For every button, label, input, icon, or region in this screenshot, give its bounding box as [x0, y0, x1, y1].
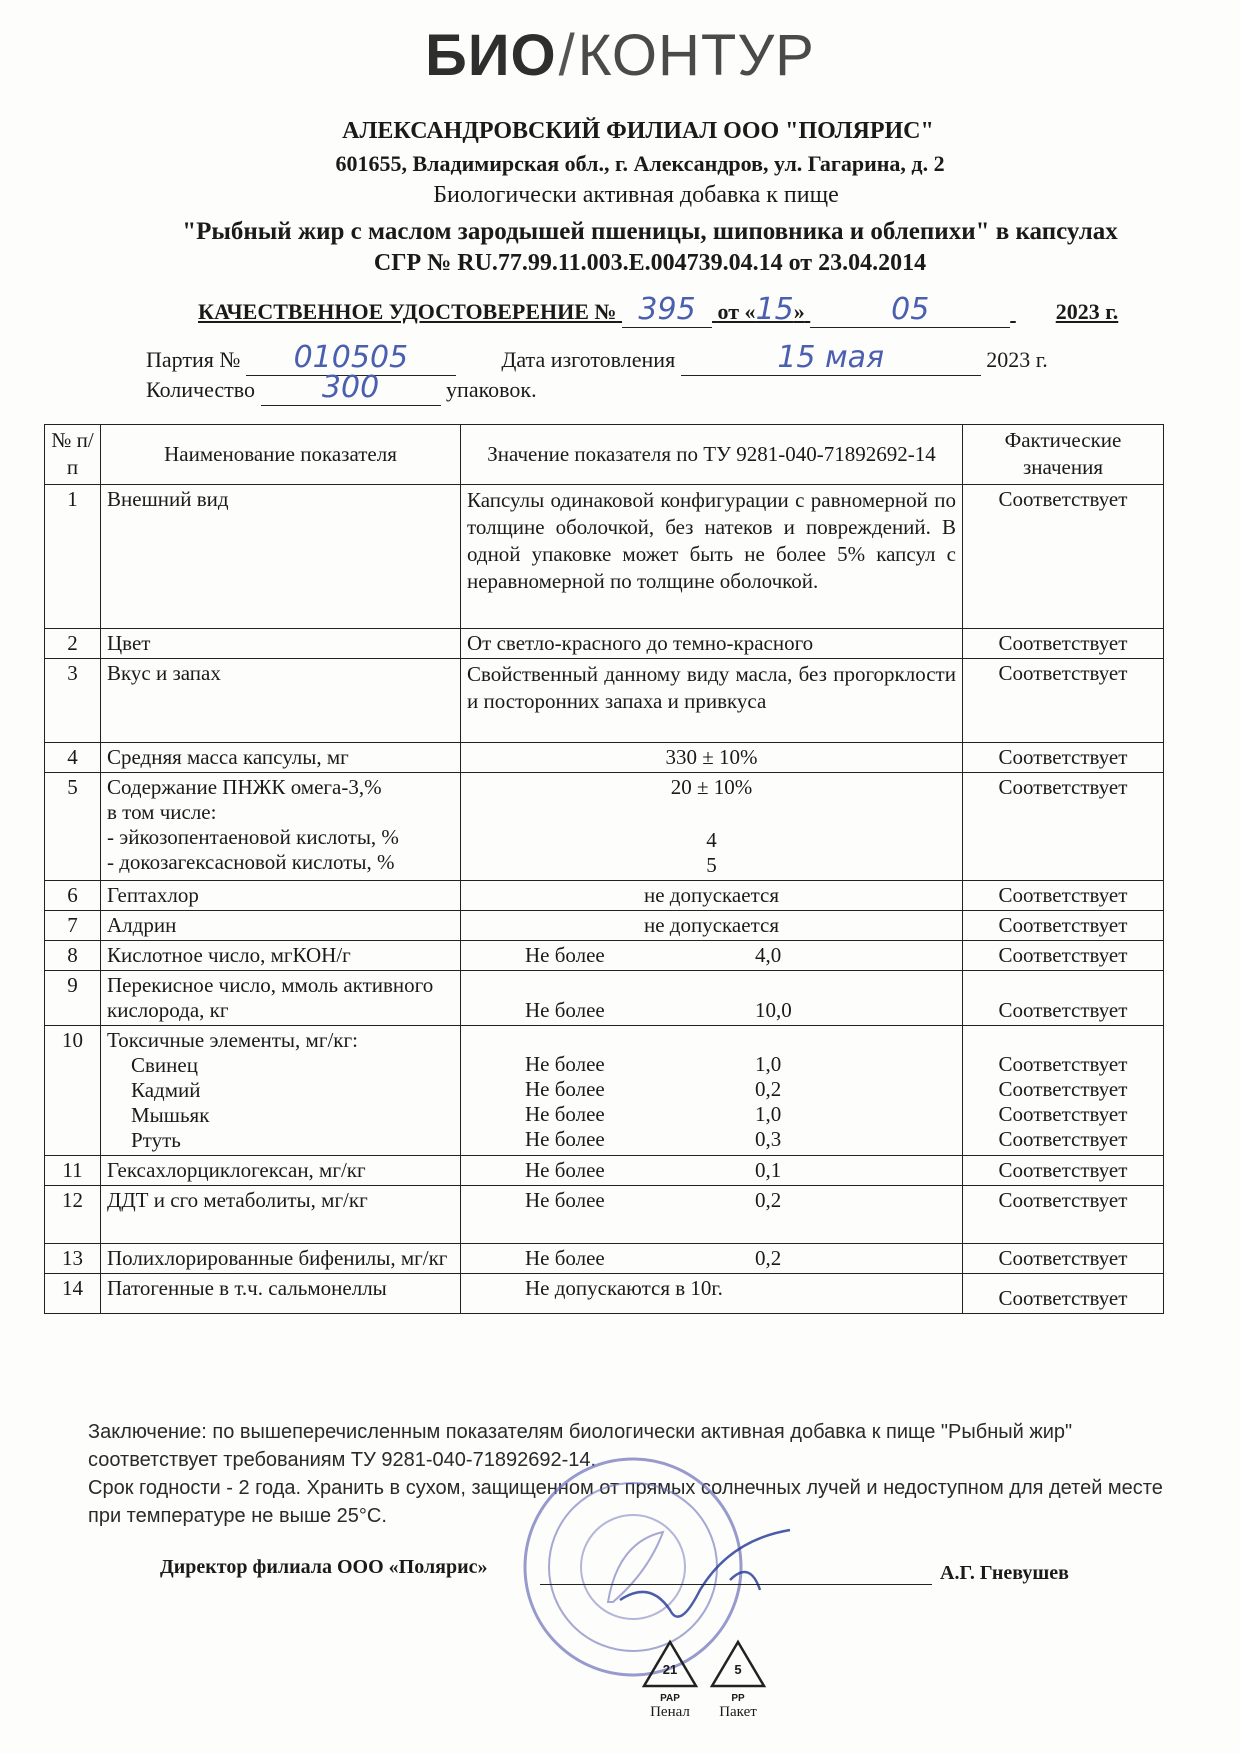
table-row	[45, 1155, 1164, 1185]
row-value: Свойственный данному виду масла, без прогорклости и посторонних запаха и привкуса	[460, 658, 962, 742]
row-name: Гексахлорциклогексан, мг/кг	[101, 1155, 461, 1185]
product-name: "Рыбный жир с маслом зародышей пшеницы, шиповника и облепихи" в капсулах	[182, 218, 1118, 245]
paper-label: Пенал	[650, 1704, 690, 1720]
row-value: 330 ± 10%	[460, 742, 962, 772]
logo-part-bio: БИО	[425, 23, 557, 88]
row-fact: Соответствует	[962, 1273, 1163, 1313]
certificate-line	[198, 292, 1118, 328]
table-header-row	[45, 425, 1164, 485]
manufacture-date-value: 15 мая	[777, 340, 885, 375]
row-fact: Соответствует	[998, 1076, 1128, 1101]
row-value	[460, 1155, 962, 1185]
certificate-day-close: »	[793, 299, 805, 324]
row-name: Содержание ПНЖК омега-3,%	[107, 774, 382, 799]
row-value-number: 1,0	[754, 1051, 782, 1076]
certificate-month: 05	[891, 292, 930, 327]
row-value-limit: Не более	[524, 1076, 605, 1101]
row-value-limit: Не более	[524, 1101, 605, 1126]
row-value-number: 1,0	[754, 1101, 782, 1126]
recycling-paper-mark	[640, 1638, 700, 1721]
row-name: ДДТ и сго метаболиты, мг/кг	[101, 1185, 461, 1243]
row-value-sub: 5	[706, 852, 717, 877]
company-address: 601655, Владимирская обл., г. Александров, ул. Гагарина, д. 2	[335, 151, 945, 176]
row-num: 2	[45, 628, 101, 658]
row-value-limit: Не более	[524, 1187, 605, 1212]
manufacture-year: 2023 г.	[986, 347, 1048, 372]
row-value-limit: Не более	[524, 1126, 605, 1151]
row-name-sub: в том числе:	[107, 799, 217, 824]
quality-table	[44, 424, 1164, 1314]
row-name: Гептахлор	[101, 880, 461, 910]
header-name: Наименование показателя	[101, 425, 461, 485]
quantity-unit: упаковок.	[446, 377, 537, 402]
row-value: От светло-красного до темно-красного	[460, 628, 962, 658]
table-row	[45, 484, 1164, 628]
row-value-number: 10,0	[754, 997, 792, 1022]
row-fact: Соответствует	[962, 484, 1163, 628]
paper-abbr: PAP	[660, 1693, 680, 1704]
row-value-group	[460, 772, 962, 880]
row-num: 4	[45, 742, 101, 772]
row-value-number: 0,2	[754, 1076, 782, 1101]
row-num: 7	[45, 910, 101, 940]
quantity-value: 300	[321, 370, 380, 405]
row-name-sub: - эйкозопентаеновой кислоты, %	[107, 824, 399, 849]
row-num: 5	[45, 772, 101, 880]
row-name: Патогенные в т.ч. сальмонеллы	[101, 1273, 461, 1313]
row-name-sub: Ртуть	[131, 1127, 181, 1152]
row-fact: Соответствует	[998, 1126, 1128, 1151]
certificate-label: КАЧЕСТВЕННОЕ УДОСТОВЕРЕНИЕ №	[198, 299, 617, 324]
row-name: Алдрин	[101, 910, 461, 940]
row-fact: Соответствует	[962, 658, 1163, 742]
row-value	[460, 970, 962, 1025]
table-row	[45, 628, 1164, 658]
row-name: Кислотное число, мгКОН/г	[101, 940, 461, 970]
table-row	[45, 1273, 1164, 1313]
logo-part-kontur: КОНТУР	[577, 23, 815, 88]
row-value-number: 0,2	[754, 1187, 782, 1212]
header-fact: Фактические значения	[962, 425, 1163, 485]
recycling-pp-mark	[708, 1638, 768, 1721]
table-row	[45, 1243, 1164, 1273]
header-value: Значение показателя по ТУ 9281-040-71892692-14	[460, 425, 962, 485]
certificate-number: 395	[638, 292, 696, 327]
row-value: не допускается	[460, 880, 962, 910]
row-num: 1	[45, 484, 101, 628]
row-num: 12	[45, 1185, 101, 1243]
row-name-group	[101, 772, 461, 880]
row-value	[460, 940, 962, 970]
logo-separator: /	[558, 23, 576, 88]
row-fact: Соответствует	[962, 628, 1163, 658]
table-row	[45, 910, 1164, 940]
product-type: Биологически активная добавка к пище	[433, 182, 839, 208]
sgr-number: СГР № RU.77.99.11.003.Е.004739.04.14 от 23.04.2014	[373, 250, 927, 276]
row-value: 20 ± 10%	[670, 774, 753, 799]
row-value-group	[460, 1025, 962, 1155]
row-value-limit: Не более	[524, 1051, 605, 1076]
row-name: Полихлорированные бифенилы, мг/кг	[101, 1243, 461, 1273]
row-num: 8	[45, 940, 101, 970]
table-row	[45, 940, 1164, 970]
row-value-limit: Не более	[524, 1157, 605, 1182]
row-name-sub: Кадмий	[131, 1077, 201, 1102]
row-num: 6	[45, 880, 101, 910]
row-fact-group	[962, 1025, 1163, 1155]
row-name: Внешний вид	[101, 484, 461, 628]
row-fact: Соответствует	[962, 1155, 1163, 1185]
row-name: Вкус и запах	[101, 658, 461, 742]
manufacture-date-label: Дата изготовления	[501, 347, 676, 372]
row-fact: Соответствует	[998, 1101, 1128, 1126]
certificate-from-label: от «	[717, 299, 756, 324]
row-fact: Соответствует	[962, 1185, 1163, 1243]
pp-label: Пакет	[719, 1704, 757, 1720]
batch-number: 010505	[293, 340, 409, 375]
row-value-number: 4,0	[754, 942, 782, 967]
row-value	[460, 1243, 962, 1273]
row-value: Не допускаются в 10г.	[460, 1273, 962, 1313]
row-value-sub: 4	[706, 827, 717, 852]
row-num: 3	[45, 658, 101, 742]
row-value-number: 0,1	[754, 1157, 782, 1182]
row-value-number: 0,2	[754, 1245, 782, 1270]
row-value-limit: Не более	[524, 997, 605, 1022]
table-row	[45, 742, 1164, 772]
company-name: АЛЕКСАНДРОВСКИЙ ФИЛИАЛ ООО "ПОЛЯРИС"	[342, 118, 934, 144]
row-value	[460, 1185, 962, 1243]
table-row	[45, 880, 1164, 910]
signer-position: Директор филиала ООО «Полярис»	[160, 1556, 488, 1578]
row-fact: Соответствует	[962, 1243, 1163, 1273]
conclusion-storage: Срок годности - 2 года. Хранить в сухом, защищенном от прямых солнечных лучей и недоступном для детей месте при температуре не выше 25°С.	[88, 1477, 1163, 1527]
handwritten-signature-icon	[610, 1520, 810, 1640]
signer-name: А.Г. Гневушев	[940, 1562, 1069, 1584]
conclusion-compliance: Заключение: по вышеперечисленным показателям биологически активная добавка к пище "Рыбный жир" соответствует требованиям ТУ 9281-040-71892692-14.	[88, 1421, 1073, 1471]
row-fact: Соответствует	[962, 910, 1163, 940]
row-name: Токсичные элементы, мг/кг:	[107, 1027, 358, 1052]
row-name-sub: Свинец	[131, 1052, 198, 1077]
row-value: не допускается	[460, 910, 962, 940]
row-fact: Соответствует	[998, 1051, 1128, 1076]
pp-abbr: PP	[731, 1693, 745, 1704]
row-num: 9	[45, 970, 101, 1025]
row-fact: Соответствует	[962, 970, 1163, 1025]
batch-label: Партия №	[146, 347, 241, 372]
certificate-day: 15	[755, 292, 794, 327]
row-num: 13	[45, 1243, 101, 1273]
signature-line	[540, 1584, 932, 1585]
quantity-line	[146, 370, 537, 406]
row-value-limit: Не более	[524, 942, 605, 967]
row-num: 14	[45, 1273, 101, 1313]
quantity-label: Количество	[146, 377, 256, 402]
row-fact: Соответствует	[962, 880, 1163, 910]
row-name: Цвет	[101, 628, 461, 658]
row-name-sub: Мышьяк	[131, 1102, 210, 1127]
row-value-number: 0,3	[754, 1126, 782, 1151]
row-fact: Соответствует	[962, 742, 1163, 772]
row-name: Перекисное число, ммоль активного кислорода, кг	[101, 970, 461, 1025]
pp-code: 5	[734, 1662, 742, 1677]
table-row	[45, 1025, 1164, 1155]
row-fact: Соответствует	[962, 772, 1163, 880]
paper-code: 21	[662, 1662, 678, 1677]
row-value-limit: Не более	[524, 1245, 605, 1270]
company-logo	[0, 22, 1240, 89]
row-fact: Соответствует	[962, 940, 1163, 970]
row-name: Средняя масса капсулы, мг	[101, 742, 461, 772]
header-num: № п/п	[45, 425, 101, 485]
table-row	[45, 970, 1164, 1025]
table-row	[45, 1185, 1164, 1243]
certificate-year: 2023 г.	[1055, 299, 1119, 324]
row-num: 11	[45, 1155, 101, 1185]
table-row	[45, 772, 1164, 880]
row-num: 10	[45, 1025, 101, 1155]
table-row	[45, 658, 1164, 742]
row-name-group	[101, 1025, 461, 1155]
row-value: Капсулы одинаковой конфигурации с равномерной по толщине оболочкой, без натеков и повреждений. В одной упаковке может быть не более 5% капсул с неравномерной по толщине оболочкой.	[460, 484, 962, 628]
row-name-sub: - докозагексасновой кислоты, %	[107, 849, 395, 874]
